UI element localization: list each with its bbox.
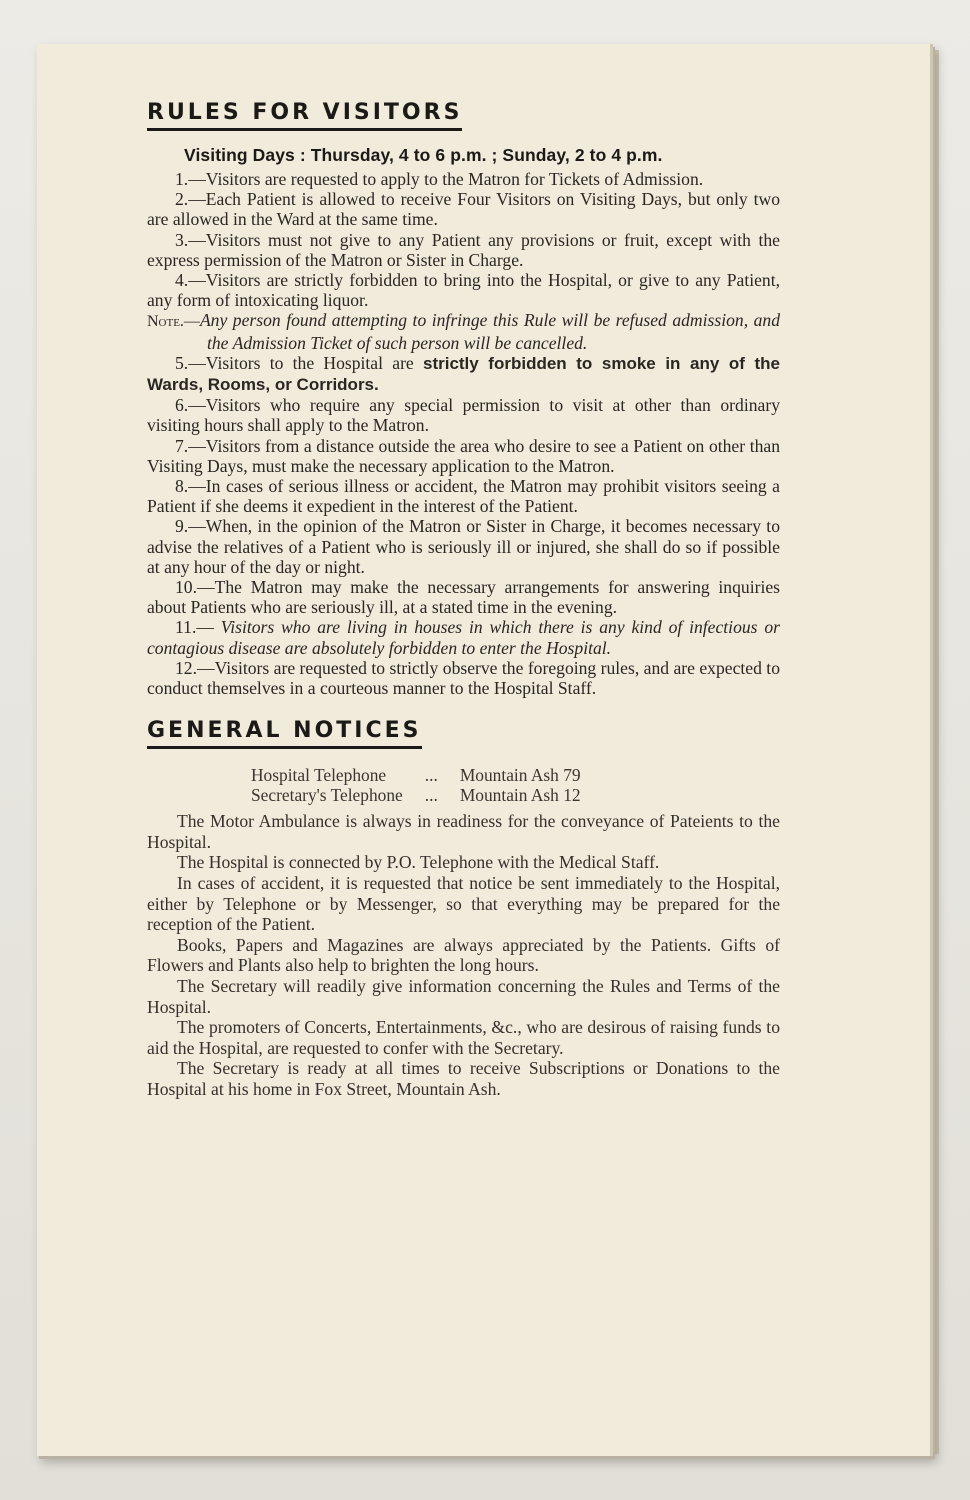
rule-8: 8.—In cases of serious illness or accident, the Matron may prohibit visitors seeing a Patient if she deems it expedient in the interest of the Patient. (147, 476, 780, 517)
page-content (147, 100, 780, 1100)
secretary-telephone-label: Secretary's Telephone (251, 785, 403, 806)
secretary-telephone-number: Mountain Ash 12 (459, 785, 581, 806)
rule-5-bold: strictly forbidden to smoke in any of the Wards, Rooms, or Corridors. (147, 353, 780, 395)
rule-9: 9.—When, in the opinion of the Matron or Sister in Charge, it becomes necessary to advise the relatives of a Patient who is seriously ill or injured, she shall do so if possible at any hour of the day or night. (147, 516, 780, 577)
notices-heading-wrap (147, 718, 780, 749)
hospital-telephone-label: Hospital Telephone (251, 765, 387, 786)
rule-11-text: Visitors who are living in houses in which there is any kind of infectious or contagious disease are absolutely forbidden to enter the Hospital. (147, 617, 780, 658)
rule-4: 4.—Visitors are strictly forbidden to bring into the Hospital, or give to any Patient, any form of intoxicating liquor. (147, 270, 780, 311)
notice-telephone: The Hospital is connected by P.O. Telephone with the Medical Staff. (177, 852, 660, 873)
notice-ambulance: The Motor Ambulance is always in readiness for the conveyance of Pateients to the Hospital. (147, 811, 780, 852)
notices-heading: GENERAL NOTICES (147, 718, 422, 749)
rule-11-number: 11.— (175, 617, 221, 638)
hospital-telephone-number: Mountain Ash 79 (459, 765, 581, 786)
notice-subscriptions: The Secretary is ready at all times to receive Subscriptions or Donations to the Hospital at his home in Fox Street, Mountain Ash. (147, 1058, 780, 1099)
rule-6: 6.—Visitors who require any special permission to visit at other than ordinary visiting hours shall apply to the Matron. (147, 395, 780, 436)
telephone-row (251, 785, 581, 805)
telephone-row (251, 765, 581, 785)
note-label: Note.— (147, 313, 200, 331)
notice-books: Books, Papers and Magazines are always appreciated by the Patients. Gifts of Flowers and Plants also help to brighten the long hours. (147, 934, 780, 976)
rule-5 (147, 353, 780, 395)
notice-secretary-info: The Secretary will readily give information concerning the Rules and Terms of the Hospital. (147, 976, 780, 1017)
rule-3: 3.—Visitors must not give to any Patient any provisions or fruit, except with the express permission of the Matron or Sister in Charge. (147, 229, 780, 270)
rules-heading: RULES FOR VISITORS (147, 100, 462, 131)
rule-11 (147, 617, 780, 657)
leader-dots: ... (424, 785, 438, 806)
rule-2: 2.—Each Patient is allowed to receive Four Visitors on Visiting Days, but only two are allowed in the Ward at the same time. (147, 189, 780, 230)
rule-4-note (147, 310, 780, 352)
rule-5-text: 5.—Visitors to the Hospital are (175, 352, 423, 373)
rule-7: 7.—Visitors from a distance outside the area who desire to see a Patient on other than Visiting Days, must make the necessary application to the Matron. (147, 435, 780, 476)
visiting-days: Visiting Days : Thursday, 4 to 6 p.m. ; Sunday, 2 to 4 p.m. (184, 145, 663, 165)
note-text: Any person found attempting to infringe this Rule will be refused admission, and the Admission Ticket of such person will be cancelled. (199, 310, 780, 353)
rule-10: 10.—The Matron may make the necessary arrangements for answering inquiries about Patients who are seriously ill, at a stated time in the evening. (147, 577, 780, 618)
rule-1: 1.—Visitors are requested to apply to the Matron for Tickets of Admission. (175, 169, 704, 189)
leader-dots: ... (424, 765, 438, 786)
notice-concerts: The promoters of Concerts, Entertainments, &c., who are desirous of raising funds to aid the Hospital, are requested to confer with the Secretary. (147, 1017, 780, 1058)
telephone-table (251, 765, 581, 805)
notice-accident: In cases of accident, it is requested that notice be sent immediately to the Hospital, either by Telephone or by Messenger, so that everything may be prepared for the reception of the Patient. (147, 873, 780, 935)
rule-12: 12.—Visitors are requested to strictly observe the foregoing rules, and are expected to conduct themselves in a courteous manner to the Hospital Staff. (147, 657, 780, 699)
